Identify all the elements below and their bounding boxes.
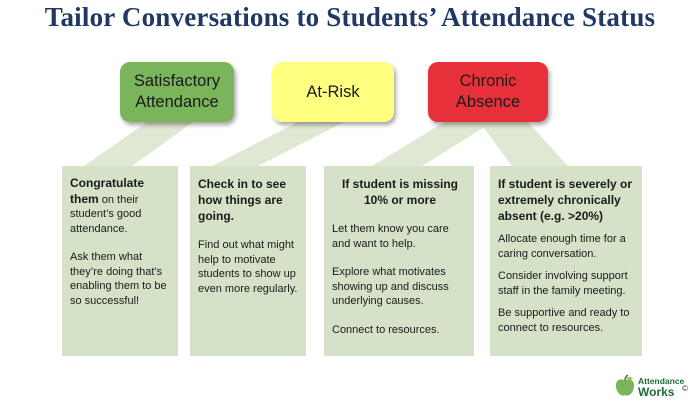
status-satisfactory	[120, 62, 234, 122]
status-chronic-line2: Absence	[455, 93, 521, 111]
panel-satisfactory-lead: Congratulate them	[70, 176, 145, 206]
panel-chronic-body-1: Let them know you care and want to help.	[332, 223, 449, 250]
status-chronic-line1: Chronic	[459, 72, 517, 90]
panel-chronic	[324, 166, 474, 356]
copyright-mark: ©	[682, 384, 688, 393]
panel-severe-body-3: Be supportive and ready to connect to resources.	[498, 307, 630, 334]
logo-line1: Attendance	[638, 376, 685, 386]
status-satisfactory-line2: Attendance	[135, 93, 219, 111]
panel-satisfactory-body: Ask them what they’re doing that’s enabling them to be so successful!	[70, 251, 167, 307]
logo-line2: Works	[638, 385, 675, 399]
panel-at-risk	[190, 166, 306, 356]
status-satisfactory-line1: Satisfactory	[133, 72, 221, 90]
panel-chronic-lead: If student is missing 10% or more	[341, 177, 458, 207]
apple-icon	[614, 374, 636, 398]
panel-at-risk-body: Find out what might help to motivate students to show up even more regularly.	[198, 239, 298, 295]
attendance-works-logo	[614, 374, 698, 398]
panel-severe-lead: If student is severely or extremely chronically absent (e.g. >20%)	[498, 177, 633, 223]
panel-severe-body-2: Consider involving support staff in the family meeting.	[498, 270, 628, 297]
status-chronic	[428, 62, 548, 122]
connector-at-risk	[212, 120, 348, 166]
status-at-risk-label: At-Risk	[306, 82, 360, 101]
panel-at-risk-lead: Check in to see how things are going.	[198, 177, 287, 223]
panel-chronic-body-3: Connect to resources.	[332, 323, 440, 336]
status-at-risk	[272, 62, 394, 122]
panel-satisfactory	[62, 166, 178, 356]
panel-severe	[490, 166, 642, 356]
page-title: Tailor Conversations to Students’ Attendance Status	[44, 2, 656, 32]
connector-chronic-2	[478, 120, 568, 166]
panel-severe-body-1: Allocate enough time for a caring conversation.	[498, 233, 626, 260]
panel-satisfactory-lead-rest: on their student’s good attendance.	[70, 193, 142, 235]
connector-satisfactory	[84, 120, 196, 166]
connector-chronic-1	[372, 120, 496, 166]
panel-chronic-body-2: Explore what motivates showing up and discuss underlying causes.	[332, 266, 449, 307]
